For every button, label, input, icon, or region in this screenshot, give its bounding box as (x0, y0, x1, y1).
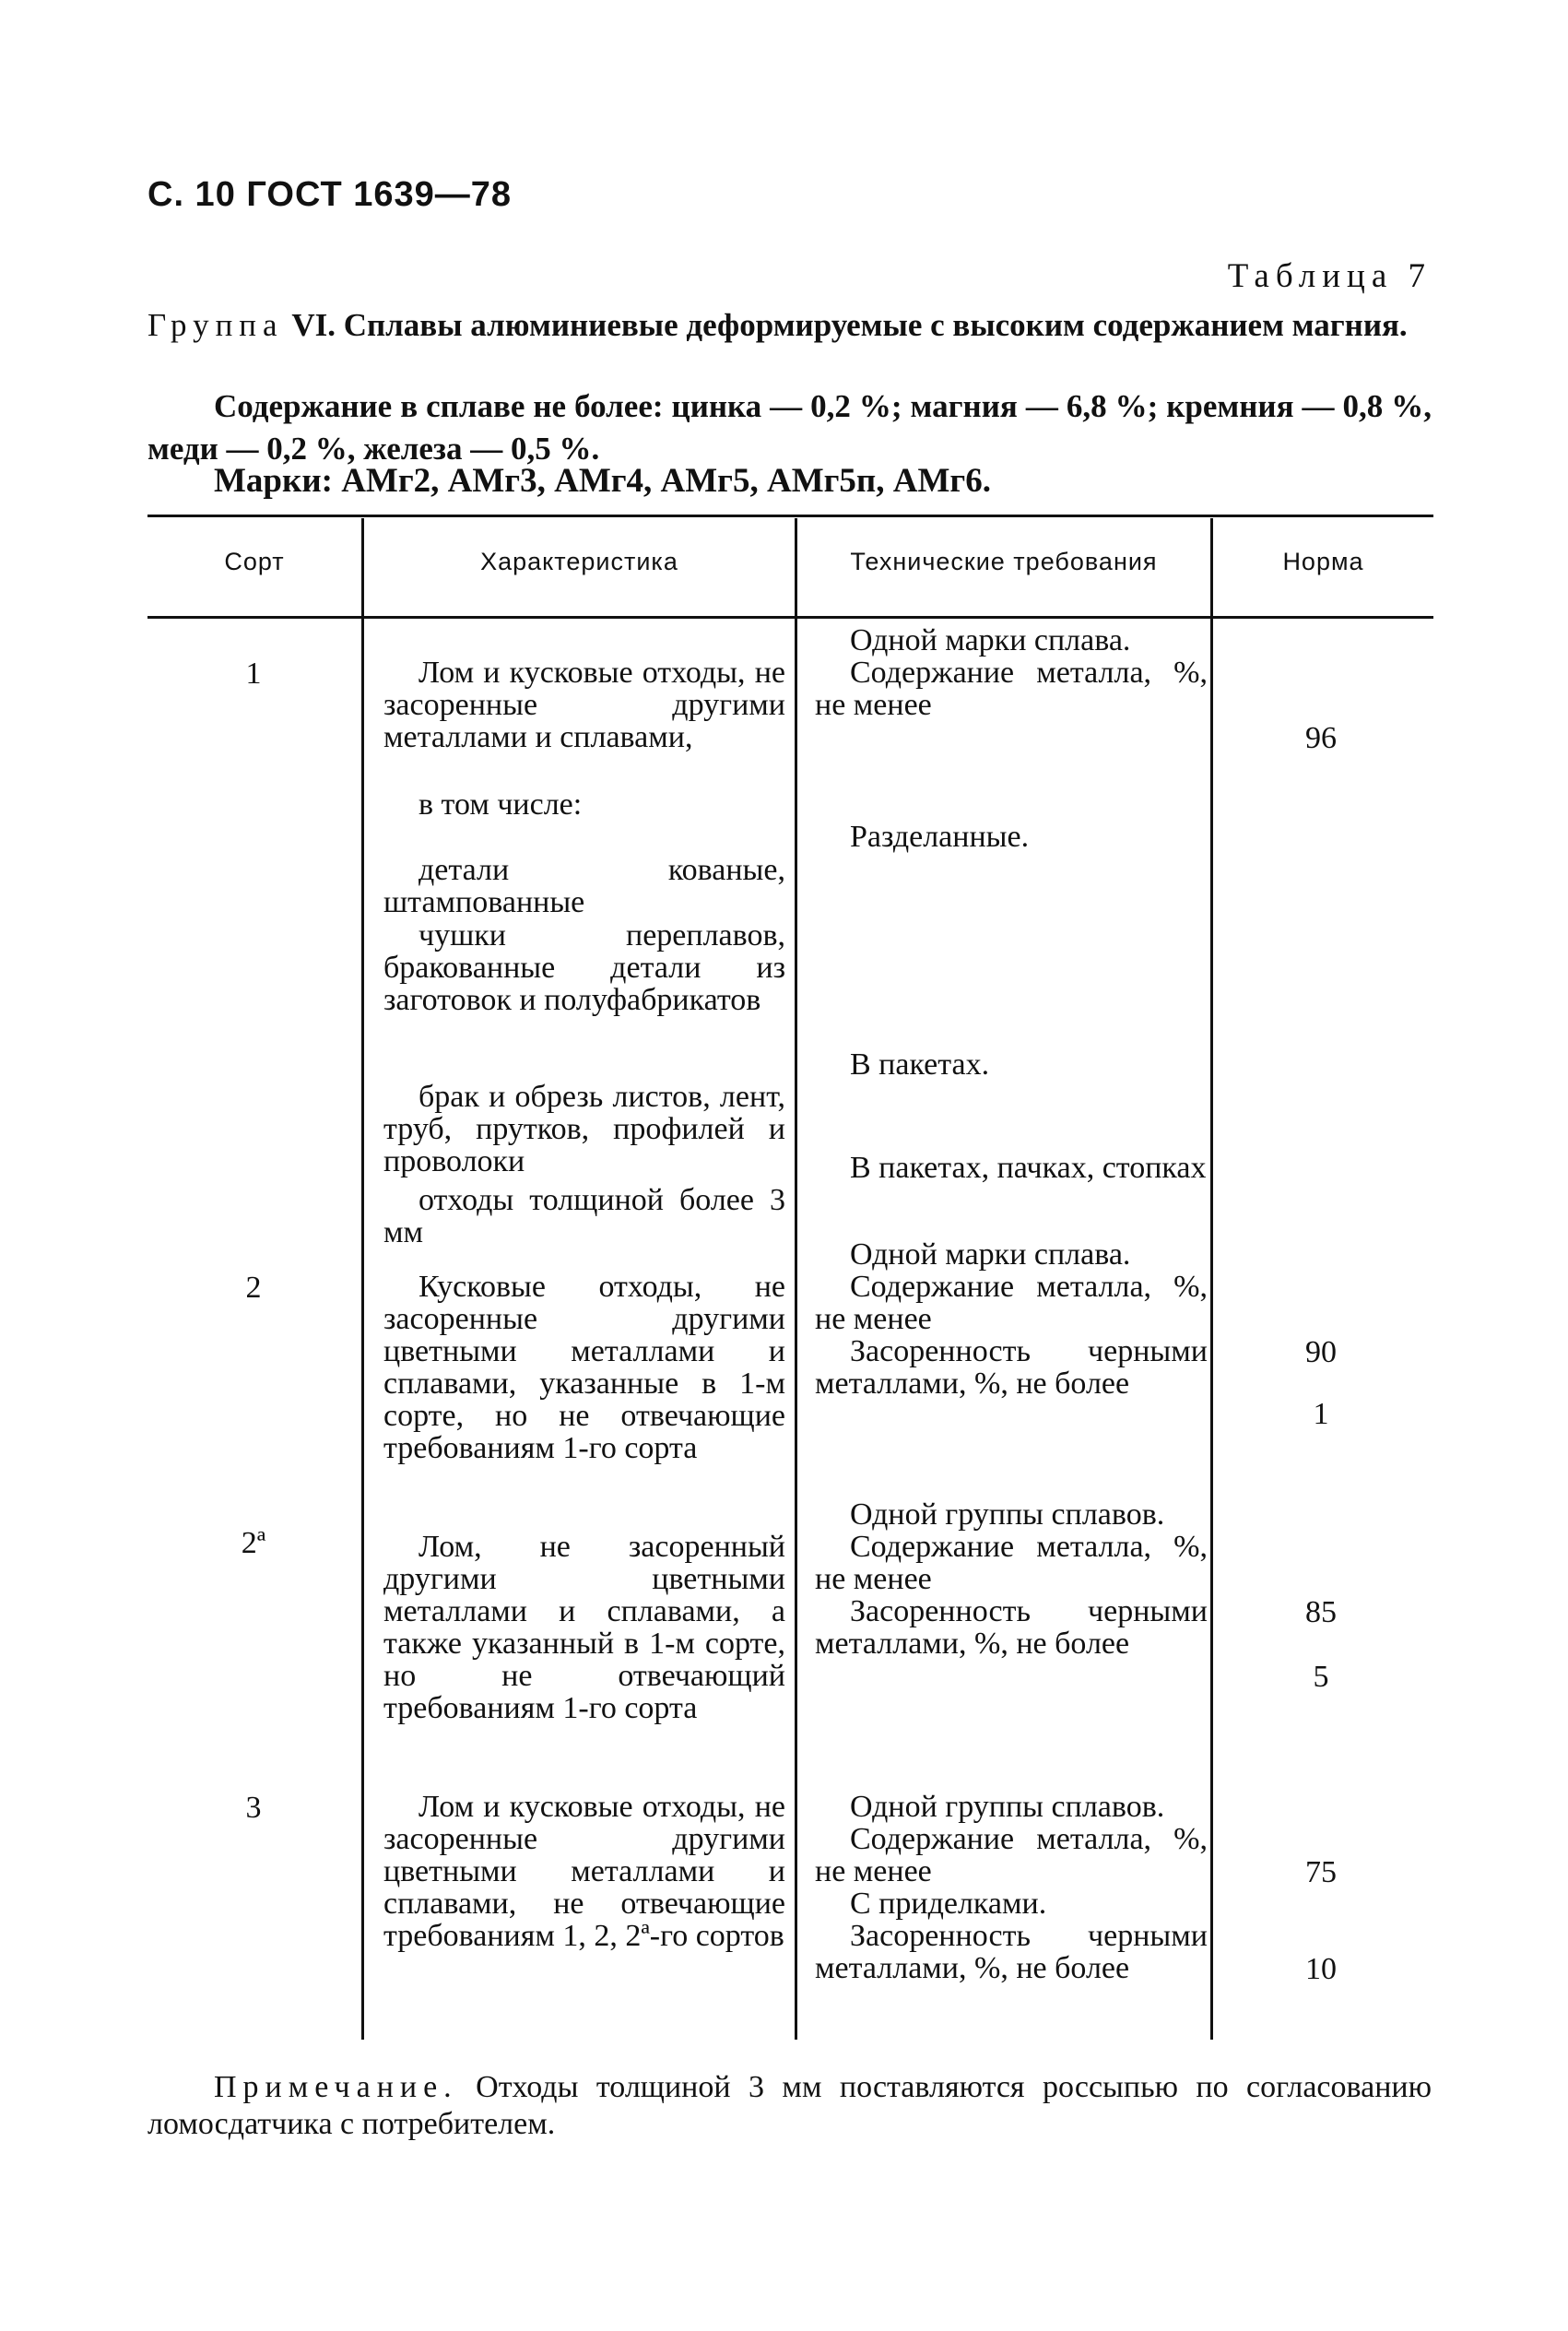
row2a-req-group: Одной группы сплавов. (850, 1497, 1165, 1532)
row3-sort: 3 (245, 1791, 262, 1825)
note-text: Отходы толщиной 3 мм поставляются россыпью по согласованию ломосдатчика с потребителем. (147, 2070, 1432, 2141)
row3-char: Лом и кусковые отходы, не засоренные другими цветными металлами и сплавами, не отвечающие требованиям 1, 2, 2ª-го сортов (383, 1790, 785, 1953)
row2-char: Кусковые отходы, не засоренные другими цветными металлами и сплавами, указанные в 1-м сорте, но не отвечающие требованиям 1-го сорта (383, 1270, 785, 1465)
col-divider-3 (1210, 518, 1213, 2040)
row1-req-content: Содержание металла, %, не менее (815, 656, 1208, 722)
col-divider-1 (361, 518, 364, 2040)
row2a-req-content: Содержание металла, %, не менее (815, 1530, 1208, 1596)
content-limits: Содержание в сплаве не более: цинка — 0,2 %; магния — 6,8 %; кремния — 0,8 %, меди — 0,2 %, железа — 0,5 %. (147, 388, 1432, 467)
row1-req-brand: Одной марки сплава. (850, 623, 1131, 657)
row2-sort: 2 (245, 1271, 262, 1305)
note-label: Примечание. (214, 2070, 458, 2104)
row1-char-incl: в том числе: (419, 787, 583, 822)
col-header-sort: Сорт (224, 548, 285, 575)
table-caption: Таблица 7 (1227, 257, 1432, 295)
group-title (147, 304, 1432, 347)
page-header: С. 10 ГОСТ 1639—78 (147, 175, 513, 214)
row2a-norm-ferrous: 5 (1313, 1660, 1329, 1694)
brands-line: Марки: АМг2, АМг3, АМг4, АМг5, АМг5п, АМг6. (214, 462, 991, 500)
group-word: Группа (147, 307, 284, 343)
row2-req-brand: Одной марки сплава. (850, 1237, 1131, 1272)
row2-req-ferrous: Засоренность черными металлами, %, не более (815, 1334, 1208, 1401)
row1-char-sheets: брак и обрезь листов, лент, труб, прутков, профилей и проволоки (383, 1080, 785, 1178)
row1-sort: 1 (245, 657, 262, 691)
row2-norm-ferrous: 1 (1313, 1397, 1329, 1431)
group-rest: VI. Сплавы алюминиевые деформируемые с высоким содержанием магния. (291, 307, 1408, 343)
row3-norm-metal: 75 (1305, 1855, 1337, 1889)
row3-req-trim: С приделками. (850, 1887, 1047, 1921)
row1-norm-metal: 96 (1305, 721, 1337, 755)
row1-req-packs: В пакетах. (850, 1047, 990, 1082)
footnote (147, 2069, 1432, 2143)
row2a-char: Лом, не засоренный другими цветными металлами и сплавами, а также указанный в 1-м сорте, но не отвечающий требованиям 1-го сорта (383, 1530, 785, 1725)
col-divider-2 (795, 518, 797, 2040)
row3-norm-ferrous: 10 (1305, 1952, 1337, 1986)
col-header-char: Характеристика (480, 548, 678, 575)
table-header-rule (147, 616, 1433, 619)
row2-norm-metal: 90 (1305, 1335, 1337, 1369)
row1-char-ingots: чушки переплавов, бракованные детали из заготовок и полуфабрикатов (383, 918, 785, 1017)
col-header-req: Технические требования (850, 548, 1158, 575)
row2a-sort: 2ª (241, 1526, 266, 1560)
row3-req-group: Одной группы сплавов. (850, 1790, 1165, 1824)
row3-req-ferrous: Засоренность черными металлами, %, не более (815, 1919, 1208, 1985)
col-header-norm: Норма (1282, 548, 1364, 575)
table-top-rule (147, 515, 1433, 517)
row1-char-main: Лом и кусковые отходы, не засоренные другими металлами и сплавами, (383, 656, 785, 754)
row3-req-content: Содержание металла, %, не менее (815, 1822, 1208, 1888)
row2a-req-ferrous: Засоренность черными металлами, %, не более (815, 1594, 1208, 1661)
row1-char-forged: детали кованые, штампованные (383, 853, 785, 919)
row1-req-cut: Разделанные. (850, 820, 1030, 854)
row2-req-content: Содержание металла, %, не менее (815, 1270, 1208, 1336)
row2a-norm-metal: 85 (1305, 1595, 1337, 1629)
row1-char-thick: отходы толщиной более 3 мм (383, 1183, 785, 1249)
row1-req-stacks: В пакетах, пачках, стопках (850, 1151, 1207, 1185)
